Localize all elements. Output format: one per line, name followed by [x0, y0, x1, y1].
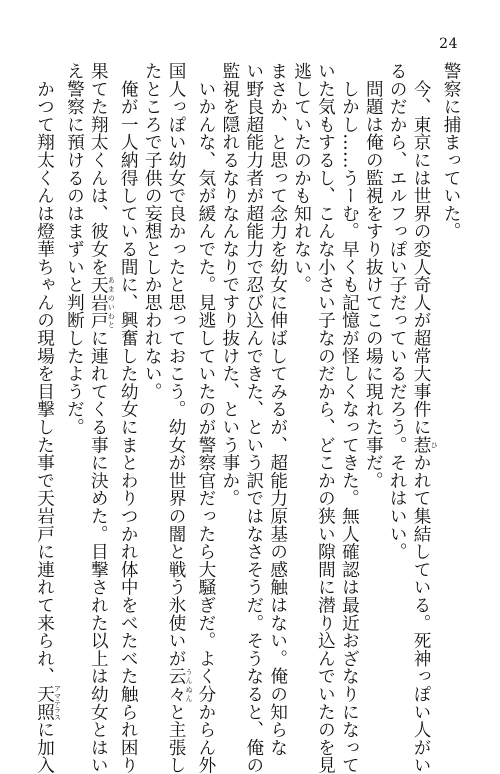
- ruby-base: 天岩戸: [88, 275, 109, 330]
- text-line: [32, 62, 62, 774]
- text-line: 問題は俺の監視をすり抜けてこの場に現れた事だ。: [363, 62, 384, 490]
- text-line: 警察に捕まっていた。: [441, 62, 461, 240]
- text-line: 俺が一人納得している間に、興奮した幼女にまとわりつかれ体中をべたべた触られ困り: [118, 62, 139, 774]
- ruby-annotation: [166, 667, 194, 703]
- text-segment: いかんな、気が緩んでた。見逃していたのが警察官だったら大騒ぎだ。よく分からん外: [195, 62, 216, 774]
- text-line: いた気もするし、こんな小さい子なのだから、どこかの狭い隙間に潜り込んでいたのを見: [315, 62, 336, 774]
- ruby-base: 天照: [34, 685, 55, 721]
- ruby-reading: アマテラス: [53, 685, 62, 721]
- text-segment: と主張し: [166, 702, 187, 774]
- text-line: [408, 62, 439, 774]
- text-segment: かつて翔太くんは燈華ちゃんの現場を目撃した事で天岩戸に連れて来られ、: [34, 62, 55, 685]
- ruby-reading: あまのいわと: [107, 275, 116, 329]
- ruby-annotation: [411, 435, 439, 454]
- ruby-annotation: [34, 685, 62, 721]
- text-line: 監視を隠れるなりなんなりですり抜けた、という事か。: [219, 62, 240, 507]
- text-segment: かれて集結している。死神っぽい人がい: [411, 453, 432, 774]
- text-line: [85, 62, 116, 774]
- ruby-reading: ひ: [430, 435, 439, 454]
- text-segment: 今、東京には世界の変人奇人が超常大事件に: [411, 62, 432, 436]
- text-line: い野良超能力者が超能力で忍び込んできた、という訳ではなさそうだ。そうなると、俺の: [243, 62, 264, 774]
- text-line: [193, 62, 217, 774]
- text-segment: に加入: [34, 720, 55, 774]
- text-segment: 国人っぽい幼女で良かったと思っておこう。幼女が世界の闇と戦う氷使いが: [166, 62, 187, 668]
- text-line: しかし……うーむ。早くも記憶が怪しくなってきた。無人確認は最近おざなりになって: [339, 62, 360, 774]
- vertical-text-body: [32, 62, 462, 774]
- text-segment: 果てた翔太くんは、彼女を: [88, 62, 109, 276]
- text-line: たところで子供の妄想としか思われない。: [142, 62, 163, 401]
- text-line: 逃していたのかも知れない。: [291, 62, 312, 294]
- text-line: まさか、と思って念力を幼女に伸ばしてみるが、超能力原基の感触はない。俺の知らな: [267, 62, 288, 757]
- ruby-base: 惹: [411, 435, 432, 454]
- page-number: 24: [439, 36, 458, 52]
- text-segment: に連れてくる事に決めた。目撃された以上は幼女とはい: [88, 329, 109, 774]
- ruby-base: 云々: [166, 667, 187, 703]
- ruby-reading: うんぬん: [185, 667, 194, 703]
- text-line: え警察に預けるのはまずいと判断したようだ。: [64, 62, 85, 436]
- text-line: るのだから、エルフっぽい子だっているだろう。それはいい。: [387, 62, 408, 561]
- ruby-annotation: [88, 275, 116, 330]
- text-line: [163, 62, 194, 774]
